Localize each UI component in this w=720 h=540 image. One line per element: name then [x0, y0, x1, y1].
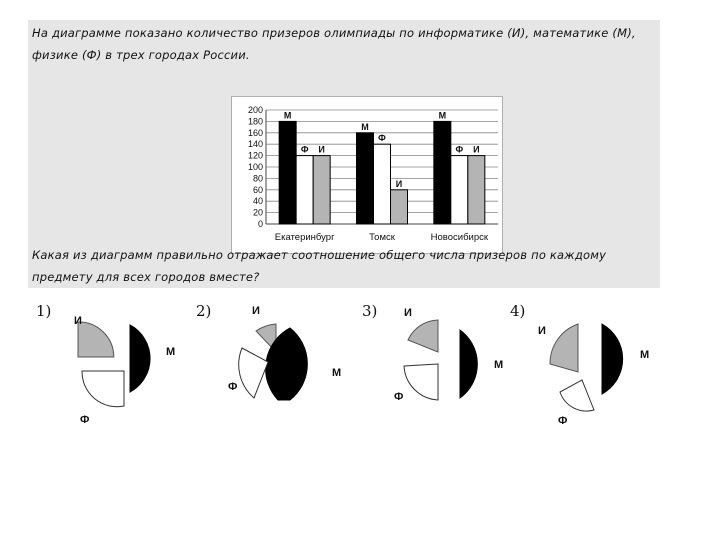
y-tick-label: 80: [252, 173, 263, 184]
y-tick-label: 120: [247, 150, 263, 161]
x-tick-label: Екатеринбург: [274, 232, 335, 243]
label-i: И: [404, 307, 412, 319]
label-f: Ф: [394, 391, 404, 403]
pie-slice-m: [460, 330, 477, 398]
label-i: И: [252, 305, 260, 317]
pie-chart-option-3: [388, 300, 518, 435]
bar-series-label: М: [283, 110, 292, 121]
bar-chart: [231, 96, 503, 254]
bar-series-label: И: [395, 178, 403, 189]
task-question: Какая из диаграмм правильно отражает соотношение общего числа призеров по каждому предмету для всех городов вместе?: [32, 248, 607, 284]
bar: [296, 156, 313, 224]
y-tick-label: 20: [252, 207, 263, 218]
bar: [434, 121, 451, 224]
pie-chart-option-2: [220, 300, 350, 435]
bar-series-label: И: [473, 144, 480, 155]
bar: [313, 156, 330, 224]
bar-series-label: И: [318, 144, 325, 155]
x-tick-label: Томск: [369, 232, 395, 243]
label-m: М: [166, 346, 176, 358]
bar: [468, 156, 485, 224]
pie-slice-f: [82, 371, 124, 407]
pie-slice-i: [78, 322, 114, 357]
bar-series-label: М: [438, 110, 447, 121]
option-number: 3): [362, 302, 378, 320]
label-i: И: [74, 315, 82, 327]
bar: [374, 144, 391, 224]
label-m: М: [332, 367, 342, 379]
pie-slice-i: [550, 324, 578, 372]
pie-slice-f: [404, 364, 438, 400]
y-tick-label: 40: [252, 196, 263, 207]
bar-series-label: Ф: [455, 144, 464, 155]
pie-chart-option-4: [536, 300, 666, 435]
label-i: И: [538, 325, 546, 337]
x-tick-label: Новосибирск: [430, 232, 489, 243]
y-tick-label: 0: [257, 219, 263, 229]
label-f: Ф: [80, 414, 90, 426]
y-tick-label: 100: [247, 162, 263, 172]
task-panel: [28, 20, 660, 288]
label-m: М: [494, 359, 504, 371]
y-tick-label: 140: [247, 139, 263, 150]
y-tick-label: 200: [247, 105, 263, 115]
pie-chart-option-1: [60, 300, 190, 435]
task-intro: На диаграмме показано количество призеров олимпиады по информатике (И), математике (М), физике (Ф) в трех городах России.: [32, 26, 636, 62]
pie-slice-i: [408, 320, 438, 352]
label-m: М: [640, 349, 650, 361]
pie-slice-f: [560, 380, 594, 411]
bar-series-label: М: [361, 121, 369, 132]
label-f: Ф: [228, 381, 238, 393]
bar-chart-svg: [232, 97, 502, 253]
y-tick-label: 180: [247, 116, 263, 127]
y-tick-label: 60: [252, 184, 263, 195]
bar: [451, 156, 468, 224]
bar: [279, 121, 296, 224]
bar: [391, 190, 408, 224]
bar: [357, 133, 374, 224]
pie-slice-m: [602, 324, 623, 394]
option-number: 2): [196, 302, 212, 320]
option-number: 1): [36, 302, 52, 320]
y-tick-label: 160: [247, 127, 263, 138]
option-number: 4): [510, 302, 526, 320]
pie-slice-f: [239, 348, 268, 398]
pie-slice-m: [130, 325, 150, 392]
label-f: Ф: [558, 415, 568, 427]
bar-series-label: Ф: [378, 133, 386, 144]
bar-series-label: Ф: [300, 144, 309, 155]
